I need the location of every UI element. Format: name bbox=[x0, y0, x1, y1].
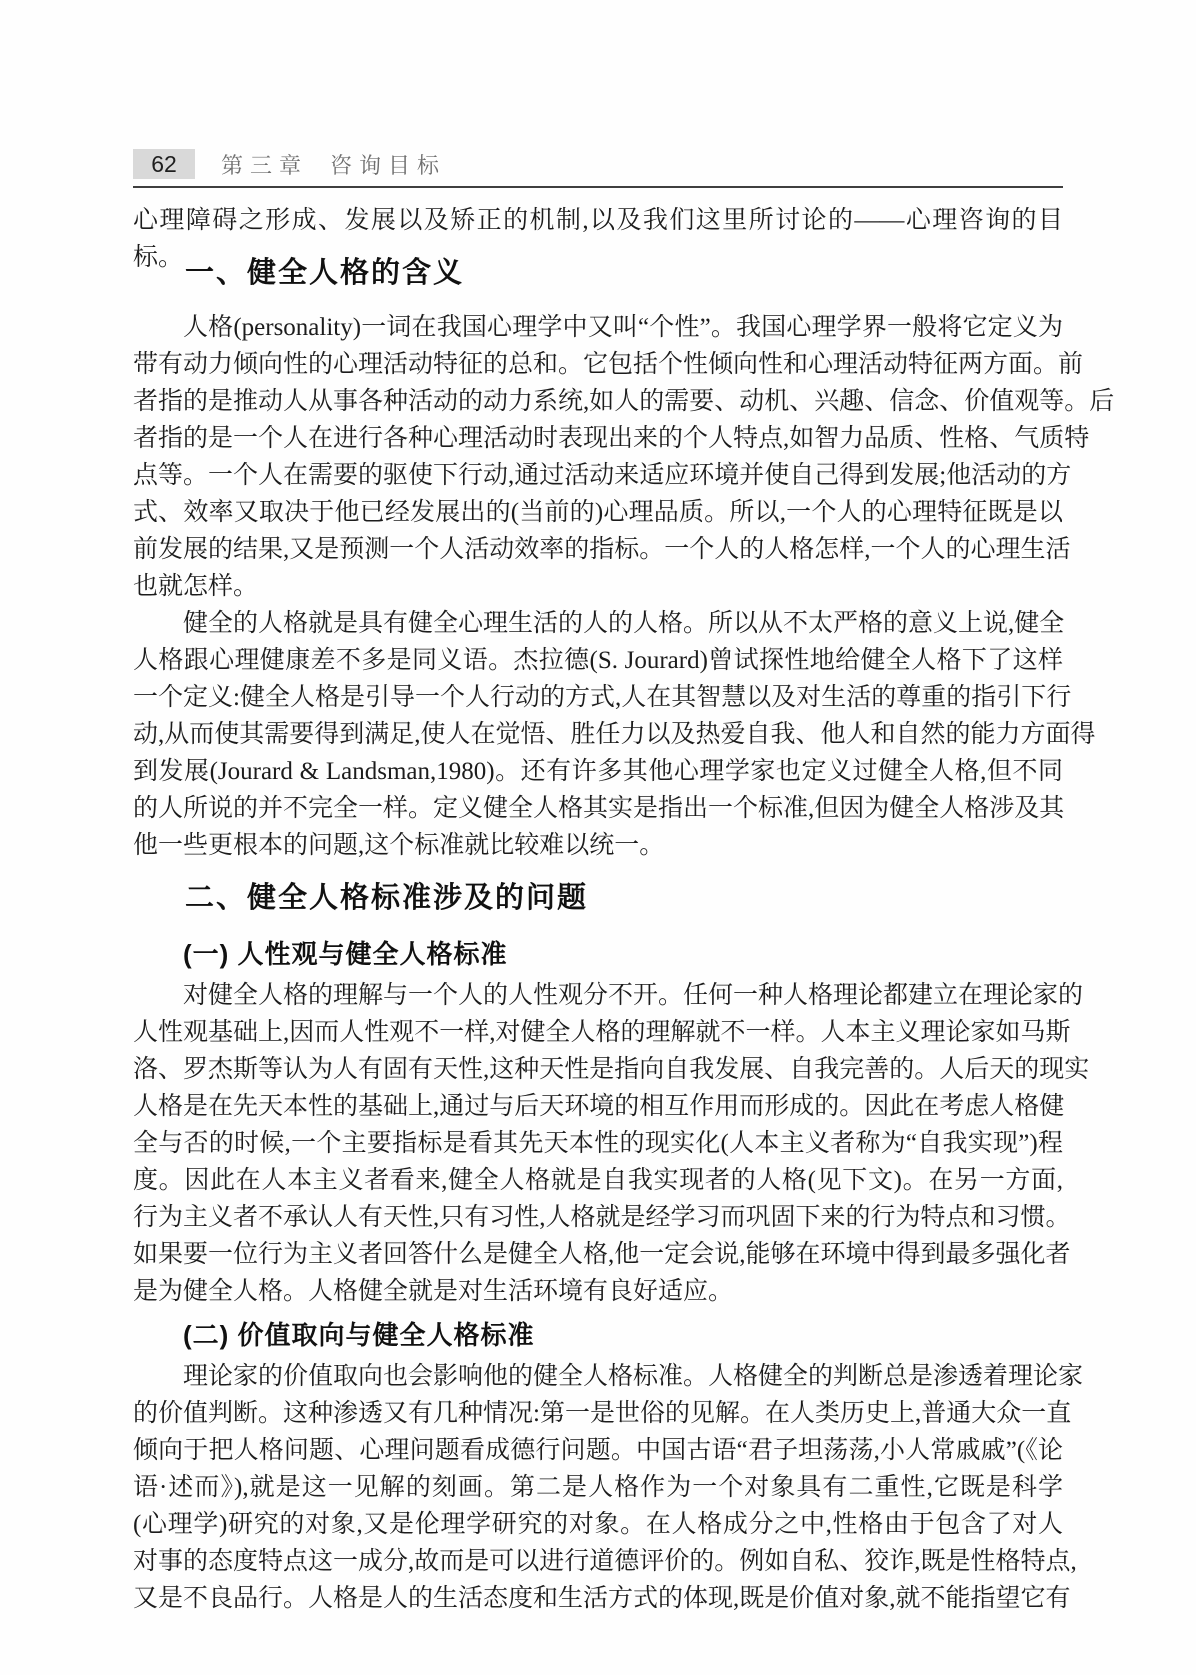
text-line: 前发展的结果,又是预测一个人活动效率的指标。一个人的人格怎样,一个人的心理生活 bbox=[133, 536, 1071, 563]
text-line: 心理障碍之形成、发展以及矫正的机制,以及我们这里所讨论的——心理咨询的目标。 bbox=[133, 207, 1063, 271]
text-line: 语·述而》),就是这一见解的刻画。第二是人格作为一个对象具有二重性,它既是科学 bbox=[133, 1474, 1063, 1501]
text-line: 对健全人格的理解与一个人的人性观分不开。任何一种人格理论都建立在理论家的 bbox=[183, 982, 1084, 1009]
text-line: 人格(personality)一词在我国心理学中又叫“个性”。我国心理学界一般将它定义为 bbox=[183, 314, 1063, 341]
text-line: 度。因此在人本主义者看来,健全人格就是自我实现者的人格(见下文)。在另一方面, bbox=[133, 1167, 1063, 1194]
text-line: 者指的是一个人在进行各种心理活动时表现出来的个人特点,如智力品质、性格、气质特 bbox=[133, 425, 1090, 452]
paragraph bbox=[133, 202, 1063, 271]
text-line: 倾向于把人格问题、心理问题看成德行问题。中国古语“君子坦荡荡,小人常戚戚”(《论 bbox=[133, 1437, 1063, 1464]
text-line: 健全的人格就是具有健全心理生活的人的人格。所以从不太严格的意义上说,健全 bbox=[183, 610, 1065, 637]
text-line: 行为主义者不承认人有天性,只有习性,人格就是经学习而巩固下来的行为特点和习惯。 bbox=[133, 1204, 1071, 1231]
text-line: 的人所说的并不完全一样。定义健全人格其实是指出一个标准,但因为健全人格涉及其 bbox=[133, 795, 1065, 822]
paragraph bbox=[133, 309, 1115, 605]
text-line: 是为健全人格。人格健全就是对生活环境有良好适应。 bbox=[133, 1278, 734, 1305]
chapter-title: 咨询目标 bbox=[330, 152, 447, 178]
section-heading: 二、健全人格标准涉及的问题 bbox=[185, 882, 589, 914]
text-line: 带有动力倾向性的心理活动特征的总和。它包括个性倾向性和心理活动特征两方面。前 bbox=[133, 351, 1084, 378]
text-line: 人性观基础上,因而人性观不一样,对健全人格的理解就不一样。人本主义理论家如马斯 bbox=[133, 1019, 1071, 1046]
text-line: 又是不良品行。人格是人的生活态度和生活方式的体现,既是价值对象,就不能指望它有 bbox=[133, 1585, 1071, 1612]
paragraph bbox=[133, 977, 1090, 1310]
text-line: 如果要一位行为主义者回答什么是健全人格,他一定会说,能够在环境中得到最多强化者 bbox=[133, 1241, 1071, 1268]
page-number: 62 bbox=[133, 149, 195, 179]
text-line: 全与否的时候,一个主要指标是看其先天本性的现实化(人本主义者称为“自我实现”)程 bbox=[133, 1130, 1063, 1157]
chapter-label: 第三章 bbox=[221, 152, 309, 178]
text-line: 式、效率又取决于他已经发展出的(当前的)心理品质。所以,一个人的心理特征既是以 bbox=[133, 499, 1063, 526]
text-line: 理论家的价值取向也会影响他的健全人格标准。人格健全的判断总是渗透着理论家 bbox=[183, 1363, 1084, 1390]
section-heading: 一、健全人格的含义 bbox=[185, 257, 465, 289]
running-header bbox=[133, 148, 1063, 188]
text-line: 人格是在先天本性的基础上,通过与后天环境的相互作用而形成的。因此在考虑人格健 bbox=[133, 1093, 1065, 1120]
page-body bbox=[133, 202, 1115, 1617]
subsection-heading: (二) 价值取向与健全人格标准 bbox=[183, 1320, 535, 1350]
text-line: 对事的态度特点这一成分,故而是可以进行道德评价的。例如自私、狡诈,既是性格特点, bbox=[133, 1548, 1077, 1575]
paragraph bbox=[133, 1358, 1084, 1617]
text-line: 也就怎样。 bbox=[133, 573, 259, 600]
text-line: (心理学)研究的对象,又是伦理学研究的对象。在人格成分之中,性格由于包含了对人 bbox=[133, 1511, 1063, 1538]
text-line: 一个定义:健全人格是引导一个人行动的方式,人在其智慧以及对生活的尊重的指引下行 bbox=[133, 684, 1072, 711]
text-line: 动,从而使其需要得到满足,使人在觉悟、胜任力以及热爱自我、他人和自然的能力方面得 bbox=[133, 721, 1096, 748]
text-line: 洛、罗杰斯等认为人有固有天性,这种天性是指向自我发展、自我完善的。人后天的现实 bbox=[133, 1056, 1090, 1083]
text-line: 到发展(Jourard & Landsman,1980)。还有许多其他心理学家也定义过健全人格,但不同 bbox=[133, 758, 1063, 785]
subsection-heading: (一) 人性观与健全人格标准 bbox=[183, 939, 508, 969]
text-line: 他一些更根本的问题,这个标准就比较难以统一。 bbox=[133, 832, 665, 859]
text-line: 的价值判断。这种渗透又有几种情况:第一是世俗的见解。在人类历史上,普通大众一直 bbox=[133, 1400, 1072, 1427]
text-line: 点等。一个人在需要的驱使下行动,通过活动来适应环境并使自己得到发展;他活动的方 bbox=[133, 462, 1072, 489]
text-line: 者指的是推动人从事各种活动的动力系统,如人的需要、动机、兴趣、信念、价值观等。后 bbox=[133, 388, 1115, 415]
text-line: 人格跟心理健康差不多是同义语。杰拉德(S. Jourard)曾试探性地给健全人格下了这样 bbox=[133, 647, 1063, 674]
paragraph bbox=[133, 605, 1096, 864]
